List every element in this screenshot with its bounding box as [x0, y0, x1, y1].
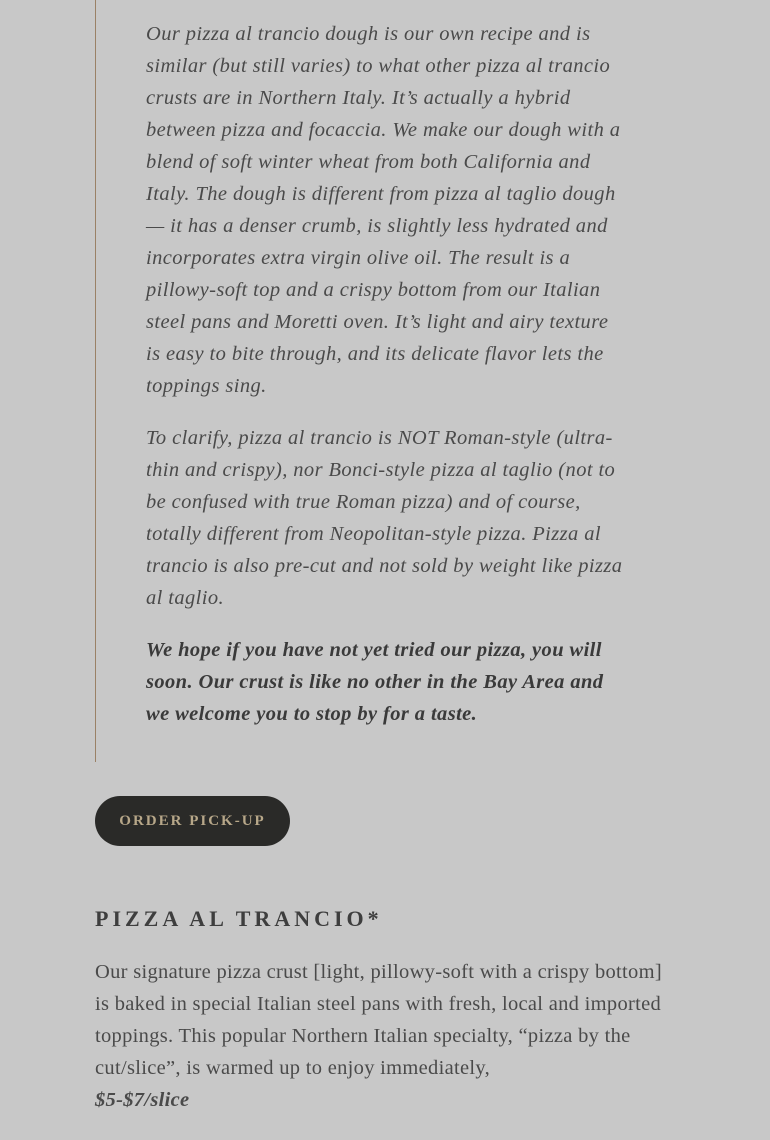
- order-pickup-button[interactable]: ORDER PICK-UP: [95, 796, 290, 846]
- quote-paragraph-2: To clarify, pizza al trancio is NOT Roman-style (ultra-thin and crispy), nor Bonci-style pizza al taglio (not to be confused with true Roman pizza) and of course, totally different from Neopolitan-style pizza. Pizza al trancio is also pre-cut and not sold by weight like pizza al taglio.: [146, 427, 623, 609]
- quote-block: [95, 0, 625, 762]
- section-heading: PIZZA AL TRANCIO*: [95, 906, 383, 931]
- section-body: [95, 956, 675, 1116]
- quote-paragraph-1: Our pizza al trancio dough is our own recipe and is similar (but still varies) to what other pizza al trancio crusts are in Northern Italy. It’s actually a hybrid between pizza and focaccia. We make our dough with a blend of soft winter wheat from both California and Italy. The dough is different from pizza al taglio dough — it has a denser crumb, is slightly less hydrated and incorporates extra virgin olive oil. The result is a pillowy-soft top and a crispy bottom from our Italian steel pans and Moretti oven. It’s light and airy texture is easy to bite through, and its delicate flavor lets the toppings sing.: [146, 23, 621, 397]
- quote-text: [146, 18, 626, 750]
- price-text: $5-$7/slice: [95, 1089, 190, 1111]
- section-description: Our signature pizza crust [light, pillowy-soft with a crispy bottom] is baked in special Italian steel pans with fresh, local and imported toppings. This popular Northern Italian specialty, “pizza by the cut/slice”, is warmed up to enjoy immediately,: [95, 961, 662, 1079]
- quote-paragraph-3: We hope if you have not yet tried our pizza, you will soon. Our crust is like no other in the Bay Area and we welcome you to stop by for a taste.: [146, 639, 604, 725]
